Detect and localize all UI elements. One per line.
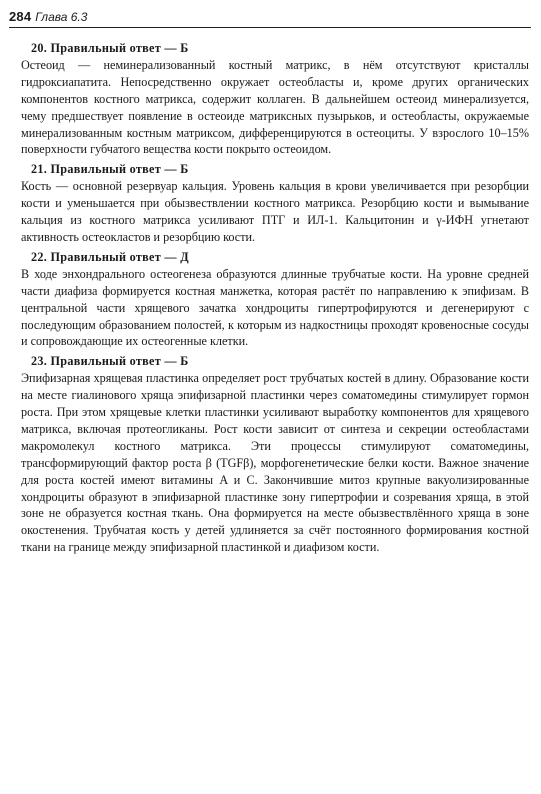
- answer-explanation: Кость — основной резервуар кальция. Уровень кальция в крови увеличивается при резорбции кости и уменьшается при обызвествлении костного матрикса. Резорбцию кости и вымывание кальция из костного матрикса усиливают ПТГ и ИЛ-1. Кальцитонин и γ-ИФН угнетают активность остеокластов и резорбцию кости.: [21, 179, 529, 244]
- answer-block: [21, 249, 529, 350]
- answer-block: [21, 40, 529, 158]
- answer-block: [21, 353, 529, 556]
- answer-explanation: Эпифизарная хрящевая пластинка определяет рост трубчатых костей в длину. Образование кости на месте гиалинового хряща эпифизарной пластинки через соматомедины стимулирует гормон роста. При этом хрящевые клетки пластинки усиливают выработку компонентов для хрящевого матрикса, включая протеогликаны. Рост кости зависит от синтеза и секреции остеобластами макромолекул костного матрикса. Эти процессы стимулируют соматомедины, трансформирующий фактор роста β (TGFβ), морфогенетические белки кости. Важное значение для роста костей имеют витамины A и C. Закончившие митоз крупные вакуолизированные хондроциты образуют в эпифизарной пластинке зону гипертрофии и созревания хряща, в этой зоне не образуется костная ткань. Она формируется на месте обызвествлённого хряща в зоне окостенения. Трубчатая кость у детей удлиняется за счёт постоянного формирования костной ткани на границе между эпифизарной пластинкой и диафизом кости.: [21, 371, 529, 555]
- answer-heading: 22. Правильный ответ — Д: [31, 249, 189, 264]
- answers-section: [21, 40, 529, 559]
- answer-heading: 23. Правильный ответ — Б: [31, 354, 189, 369]
- answer-explanation: В ходе энхондрального остеогенеза образуются длинные трубчатые кости. На уровне средней части диафиза формируется костная манжетка, которая растёт по направлению к эпифизам. В центральной части хрящевого зачатка хондроциты гипертрофируются и дегенерируют с последующим образованием полостей, к которым из надкостницы проходят кровеносные сосуды и сопровождающие их остеогенные клетки.: [21, 266, 529, 349]
- page-number: 284: [9, 9, 32, 24]
- header-rule: [9, 27, 531, 28]
- answer-block: [21, 161, 529, 246]
- answer-heading: 21. Правильный ответ — Б: [31, 162, 189, 177]
- answer-heading: 20. Правильный ответ — Б: [31, 41, 189, 55]
- answer-explanation: Остеоид — неминерализованный костный матрикс, в нём отсутствуют кристаллы гидроксиапатита. Непосредственно окружает остеобласты и, кроме других органических компонентов костного матрикса, содержит коллаген. В дальнейшем остеоид минерализуется, чему предшествует появление в остеоиде матриксных пузырьков, и остеобласты, окружаемые минерализованным костным матриксом, дифференцируются в остеоциты. У взрослого 10–15% поверхности губчатого вещества кости покрыто остеоидом.: [21, 57, 529, 157]
- chapter-title: Глава 6.3: [35, 10, 88, 24]
